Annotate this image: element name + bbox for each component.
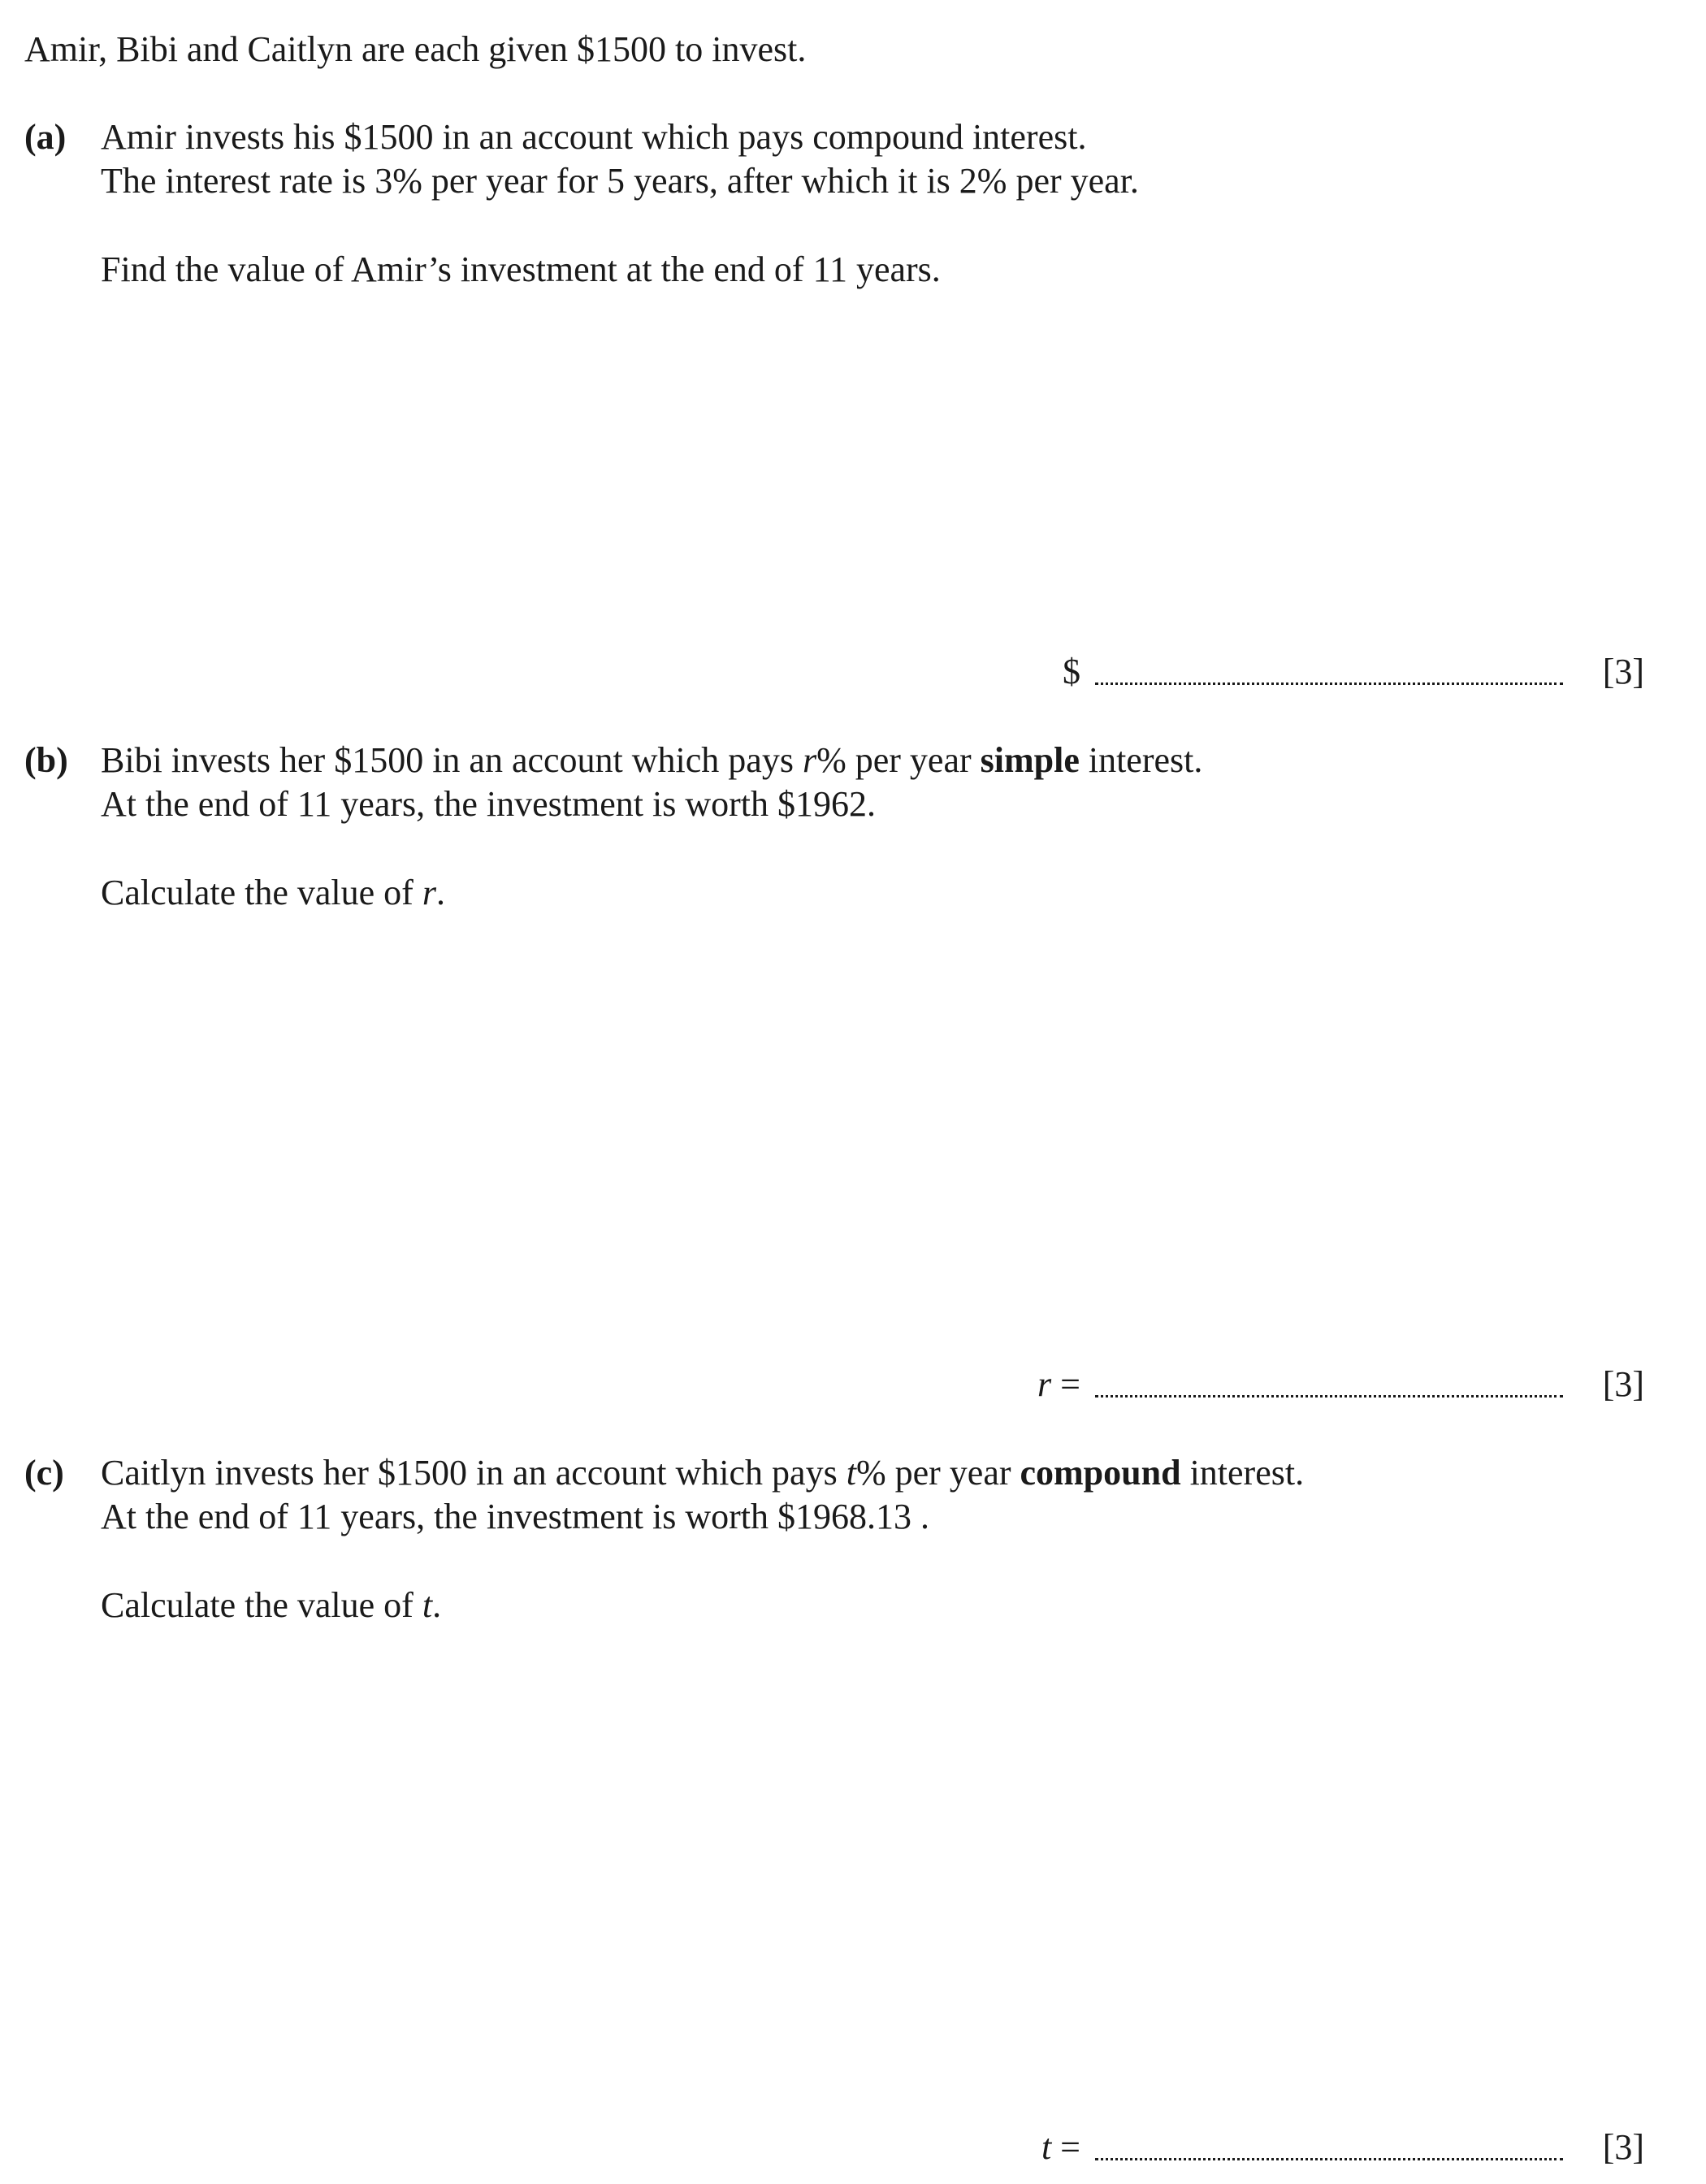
part-c-task-text: Calculate the value of — [101, 1585, 422, 1625]
part-a-answer-prefix: $ — [1063, 652, 1080, 691]
part-b-statement-line2: At the end of 11 years, the investment is worth $1962. — [101, 784, 876, 824]
part-c-text: % per year — [855, 1453, 1020, 1493]
part-b-text: % per year — [816, 740, 981, 780]
part-b-task-text: Calculate the value of — [101, 873, 422, 912]
variable-r: r — [802, 740, 817, 780]
part-b-answer-row — [975, 1363, 1649, 1406]
part-c-label: (c) — [24, 1453, 64, 1493]
part-c-text: interest. — [1180, 1453, 1305, 1493]
part-c-text: Caitlyn invests her $1500 in an account which pays — [101, 1453, 847, 1493]
part-c-statement-line2: At the end of 11 years, the investment is worth $1968.13 . — [101, 1497, 929, 1536]
emphasis-compound: compound — [1020, 1453, 1181, 1493]
equals-sign: = — [1051, 1364, 1080, 1404]
part-a-label: (a) — [24, 117, 67, 157]
part-b-label: (b) — [24, 740, 68, 780]
part-a-answer-line[interactable] — [1095, 682, 1563, 685]
emphasis-simple: simple — [980, 740, 1080, 780]
part-a-statement-line2: The interest rate is 3% per year for 5 years, after which it is 2% per year. — [101, 161, 1139, 201]
part-b-marks: [3] — [1602, 1364, 1644, 1404]
question-intro: Amir, Bibi and Caitlyn are each given $1500 to invest. — [24, 29, 807, 69]
part-c-answer-row — [975, 2126, 1649, 2169]
part-a-task: Find the value of Amir’s investment at the end of 11 years. — [101, 249, 941, 289]
part-c-statement-line1 — [101, 1451, 1304, 1495]
part-a-marks: [3] — [1602, 652, 1644, 691]
part-c-answer-prefix — [1041, 2126, 1080, 2169]
part-b-text: interest. — [1079, 740, 1203, 780]
equals-sign: = — [1051, 2127, 1080, 2167]
part-c-task — [101, 1584, 441, 1627]
part-b-statement-line1 — [101, 739, 1202, 782]
part-a-answer-row — [975, 650, 1649, 694]
part-b-task-text: . — [435, 873, 445, 912]
part-b-answer-prefix — [1037, 1363, 1080, 1406]
part-c-marks: [3] — [1602, 2127, 1644, 2167]
part-c-task-text: . — [432, 1585, 442, 1625]
part-b-answer-line[interactable] — [1095, 1395, 1563, 1398]
answer-variable-r: r — [1037, 1364, 1052, 1404]
variable-t: t — [422, 1585, 433, 1625]
answer-variable-t: t — [1041, 2127, 1052, 2167]
part-b-task — [101, 871, 445, 915]
variable-r: r — [422, 873, 436, 912]
part-a-statement-line1: Amir invests his $1500 in an account which pays compound interest. — [101, 117, 1087, 157]
variable-t: t — [846, 1453, 856, 1493]
part-c-answer-line[interactable] — [1095, 2158, 1563, 2160]
part-b-text: Bibi invests her $1500 in an account which pays — [101, 740, 803, 780]
